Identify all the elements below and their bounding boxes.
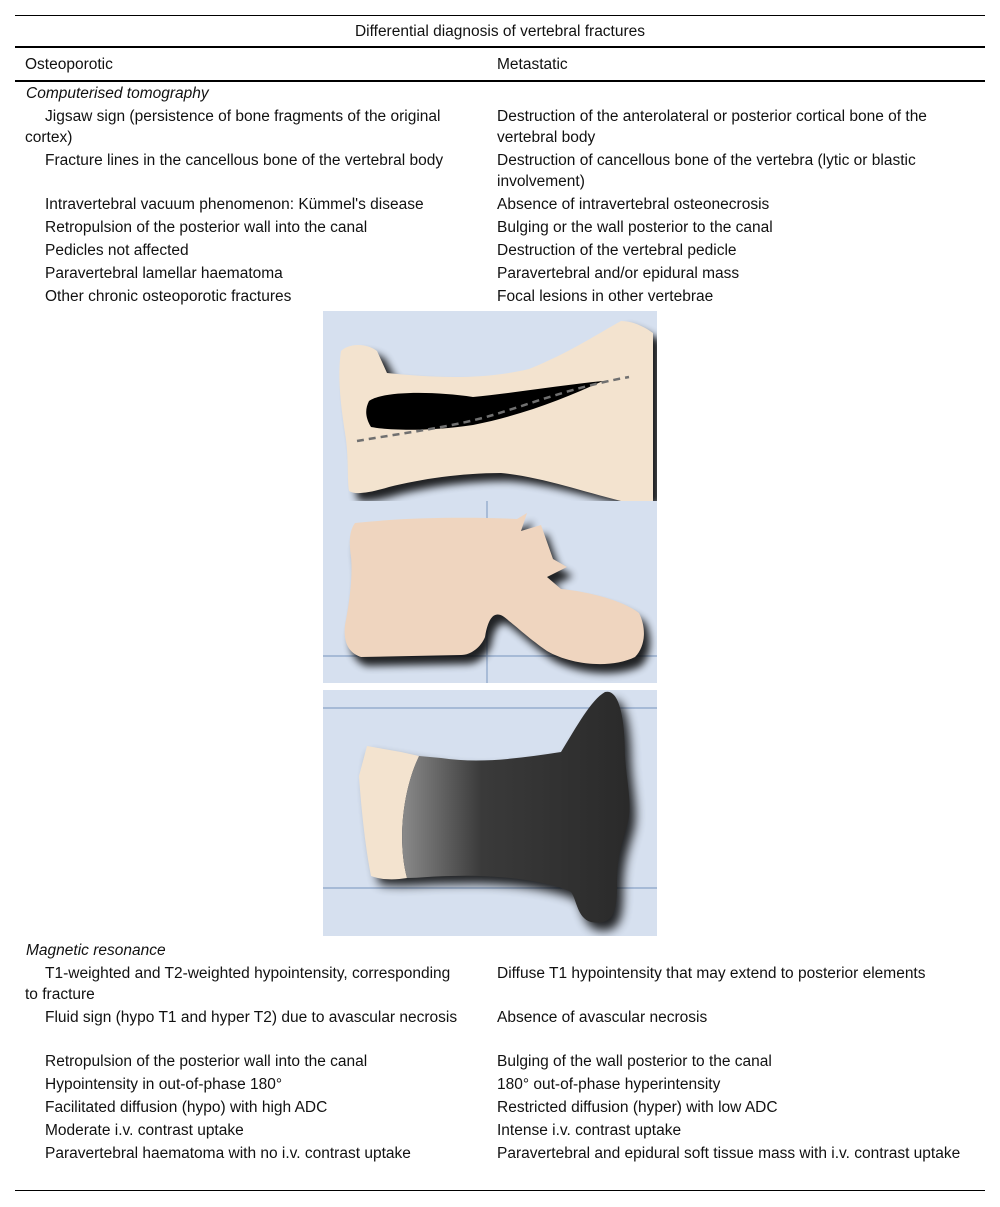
- header-rule: [15, 80, 985, 82]
- top-rule: [15, 15, 985, 16]
- cell-osteoporotic: Jigsaw sign (persistence of bone fragments of the original cortex): [25, 108, 441, 146]
- cell-osteoporotic: Intravertebral vacuum phenomenon: Kümmel's disease: [45, 196, 424, 213]
- cell-metastatic: Paravertebral and/or epidural mass: [497, 265, 740, 282]
- column-header-metastatic: Metastatic: [497, 56, 568, 73]
- cell-osteoporotic: T1-weighted and T2-weighted hypointensity, corresponding to fracture: [25, 965, 451, 1003]
- cell-osteoporotic: Hypointensity in out-of-phase 180°: [45, 1076, 283, 1093]
- cell-metastatic: Bulging or the wall posterior to the canal: [497, 219, 773, 236]
- cell-metastatic: Restricted diffusion (hyper) with low ADC: [497, 1099, 778, 1116]
- cell-metastatic: 180° out-of-phase hyperintensity: [497, 1076, 721, 1093]
- cell-metastatic: Focal lesions in other vertebrae: [497, 288, 714, 305]
- section-heading-mr: Magnetic resonance: [26, 942, 166, 959]
- cell-osteoporotic: Fracture lines in the cancellous bone of the vertebral body: [45, 152, 444, 169]
- figure-osteoporotic-vacuum-cleft: [323, 311, 657, 501]
- vertebra-outline-shape: [345, 513, 644, 664]
- cell-osteoporotic: Retropulsion of the posterior wall into the canal: [45, 1053, 368, 1070]
- cell-metastatic: Destruction of the anterolateral or posterior cortical bone of the vertebral body: [497, 108, 927, 146]
- cell-metastatic: Intense i.v. contrast uptake: [497, 1122, 682, 1139]
- title-rule: [15, 46, 985, 48]
- cell-metastatic: Destruction of cancellous bone of the vertebra (lytic or blastic involvement): [497, 152, 916, 190]
- figure-mr-vertebra: [323, 690, 657, 936]
- cell-osteoporotic: Other chronic osteoporotic fractures: [45, 288, 292, 305]
- cell-metastatic: Bulging of the wall posterior to the canal: [497, 1053, 772, 1070]
- cell-osteoporotic: Retropulsion of the posterior wall into the canal: [45, 219, 368, 236]
- figure-metastatic-vertebra: [323, 501, 657, 683]
- cell-metastatic: Destruction of the vertebral pedicle: [497, 242, 737, 259]
- table-title: Differential diagnosis of vertebral fractures: [354, 23, 646, 40]
- cell-metastatic: Paravertebral and epidural soft tissue mass with i.v. contrast uptake: [497, 1145, 961, 1162]
- cell-osteoporotic: Paravertebral haematoma with no i.v. contrast uptake: [45, 1145, 411, 1162]
- cell-metastatic: Diffuse T1 hypointensity that may extend to posterior elements: [497, 965, 926, 982]
- section-heading-ct: Computerised tomography: [26, 85, 209, 102]
- cell-osteoporotic: Pedicles not affected: [45, 242, 189, 259]
- cell-osteoporotic: Paravertebral lamellar haematoma: [45, 265, 283, 282]
- cell-osteoporotic: Facilitated diffusion (hypo) with high ADC: [45, 1099, 328, 1116]
- cell-metastatic: Absence of intravertebral osteonecrosis: [497, 196, 770, 213]
- cell-osteoporotic: Fluid sign (hypo T1 and hyper T2) due to avascular necrosis: [45, 1009, 458, 1026]
- cell-osteoporotic: Moderate i.v. contrast uptake: [45, 1122, 244, 1139]
- cell-metastatic: Absence of avascular necrosis: [497, 1009, 708, 1026]
- column-header-osteoporotic: Osteoporotic: [25, 56, 113, 73]
- bottom-rule: [15, 1190, 985, 1191]
